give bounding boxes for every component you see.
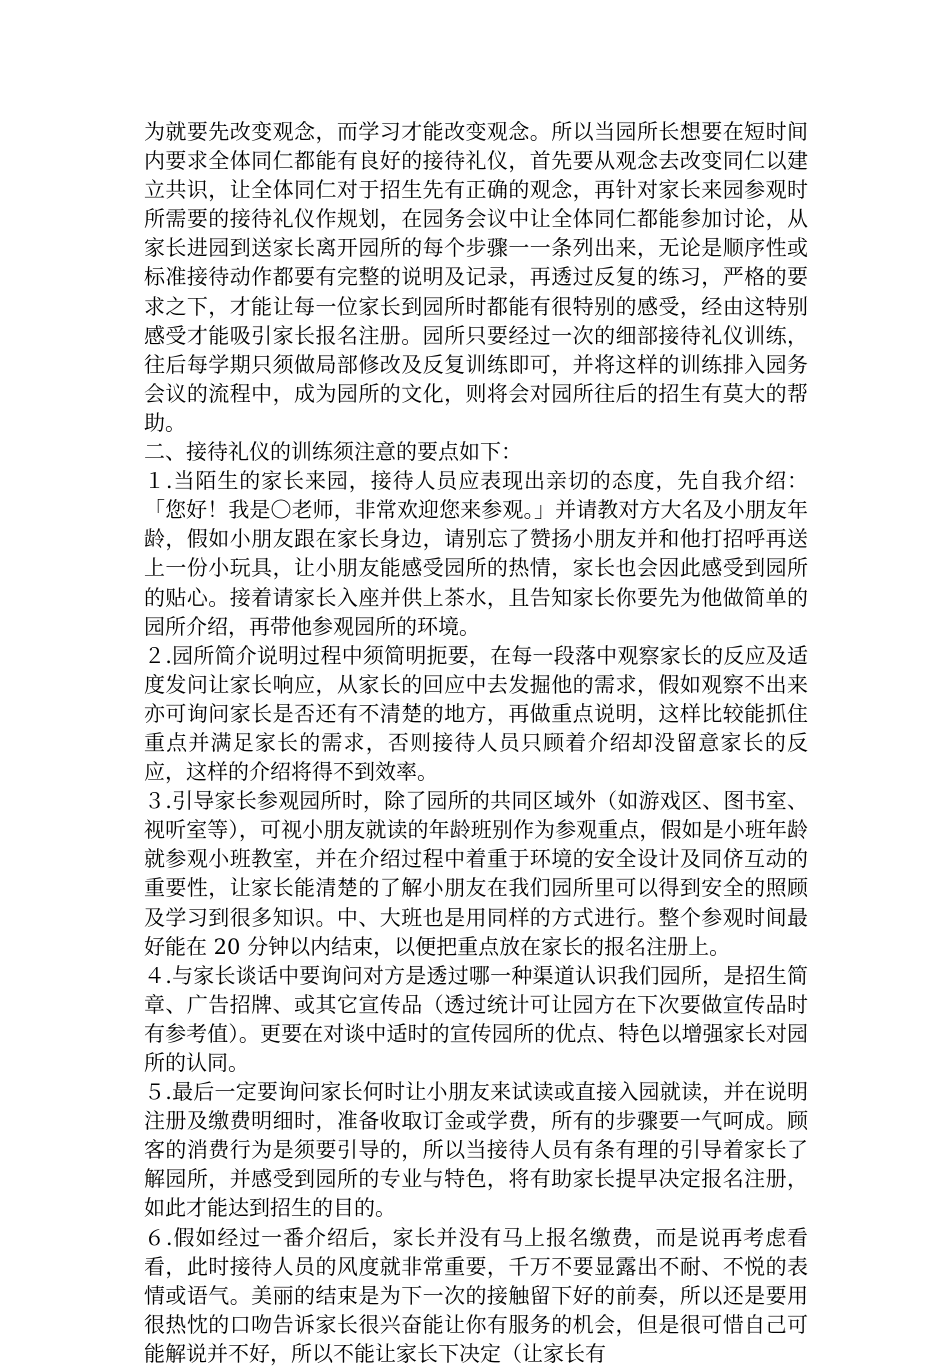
list-item-5: ５.最后一定要询问家长何时让小朋友来试读或直接入园就读，并在说明注册及缴费明细时，准备收取订金或学费，所有的步骤要一气呵成。顾客的消费行为是须要引导的，所以当接待人员有条有理的引导着家长了解园所，并感受到园所的专业与特色，将有助家长提早决定报名注册，如此才能达到招生的目的。	[144, 1080, 808, 1221]
list-item-4: ４.与家长谈话中要询问对方是透过哪一种渠道认识我们园所，是招生简章、广告招牌、或其它宣传品（透过统计可让园方在下次要做宣传品时有参考值）。更要在对谈中适时的宣传园所的优点、特色以增强家长对园所的认同。	[144, 963, 808, 1075]
list-item-6: ６.假如经过一番介绍后，家长并没有马上报名缴费，而是说再考虑看看，此时接待人员的风度就非常重要，千万不要显露出不耐、不悦的表情或语气。美丽的结束是为下一次的接触留下好的前奏，所以还是要用很热忱的口吻告诉家长很兴奋能让你有服务的机会，但是很可惜自己可能解说并不好，所以不能让家长下决定（让家长有	[144, 1225, 808, 1366]
paragraph-intro: 为就要先改变观念，而学习才能改变观念。所以当园所长想要在短时间内要求全体同仁都能有良好的接待礼仪，首先要从观念去改变同仁以建立共识，让全体同仁对于招生先有正确的观念，再针对家长来园参观时所需要的接待礼仪作规划，在园务会议中让全体同仁都能参加讨论，从家长进园到送家长离开园所的每个步骤一一条列出来，无论是顺序性或标准接待动作都要有完整的说明及记录，再透过反复的练习，严格的要求之下，才能让每一位家长到园所时都能有很特别的感受，经由这特别感受才能吸引家长报名注册。园所只要经过一次的细部接待礼仪训练，往后每学期只须做局部修改及反复训练即可，并将这样的训练排入园务会议的流程中，成为园所的文化，则将会对园所往后的招生有莫大的帮助。	[144, 120, 808, 435]
document-page	[144, 118, 808, 1369]
list-item-2: ２.园所简介说明过程中须简明扼要，在每一段落中观察家长的反应及适度发问让家长响应，从家长的回应中去发掘他的需求，假如观察不出来亦可询问家长是否还有不清楚的地方，再做重点说明，这样比较能抓住重点并满足家长的需求，否则接待人员只顾着介绍却没留意家长的反应，这样的介绍将得不到效率。	[144, 643, 808, 785]
list-item-3: ３.引导家长参观园所时，除了园所的共同区域外（如游戏区、图书室、视听室等），可视小朋友就读的年龄班别作为参观重点，假如是小班年龄就参观小班教室，并在介绍过程中着重于环境的安全设计及同侪互动的重要性，让家长能清楚的了解小朋友在我们园所里可以得到安全的照顾及学习到很多知识。中、大班也是用同样的方式进行。整个参观时间最好能在 20 分钟以内结束，以便把重点放在家长的报名注册上。	[144, 789, 808, 959]
section-heading: 二、接待礼仪的训练须注意的要点如下：	[144, 440, 522, 465]
list-item-1: １.当陌生的家长来园，接待人员应表现出亲切的态度，先自我介绍：「您好！我是〇老师，非常欢迎您来参观。」并请教对方大名及小朋友年龄，假如小朋友跟在家长身边，请别忘了赞扬小朋友并和他打招呼再送上一份小玩具，让小朋友能感受园所的热情，家长也会因此感受到园所的贴心。接着请家长入座并供上茶水，且告知家长你要先为他做简单的园所介绍，再带他参观园所的环境。	[144, 469, 808, 639]
